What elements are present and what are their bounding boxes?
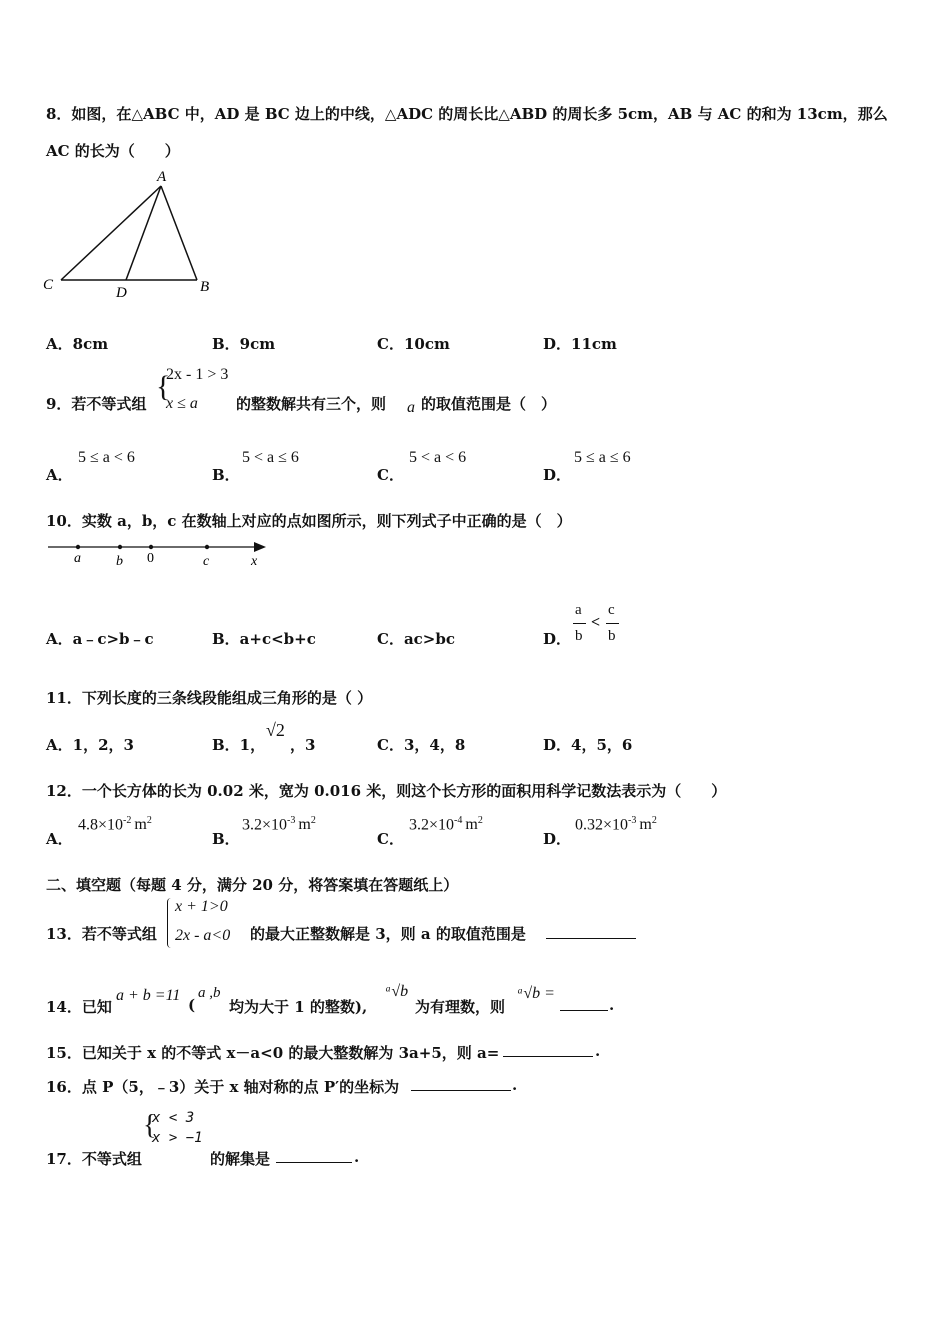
q9-system-line1: 2x - 1 > 3	[166, 366, 229, 383]
q15-text: 15．已知关于 x 的不等式 x－a<0 的最大整数解为 3a+5，则 a=	[46, 1044, 500, 1062]
q14-suffix: .	[609, 996, 615, 1014]
q10-option-d: D．	[543, 630, 572, 648]
q12-c-unit: m	[465, 816, 478, 834]
q9-option-a-expr: 5 ≤ a < 6	[78, 449, 135, 466]
label-a: A	[157, 169, 167, 185]
numberline-label-a: a	[74, 551, 81, 566]
q8-option-b: B．9cm	[212, 335, 276, 353]
q8-triangle-figure	[40, 165, 220, 300]
q15-suffix: .	[595, 1042, 601, 1060]
q15-answer-blank[interactable]	[503, 1042, 593, 1057]
fraction-den2: b	[608, 628, 616, 644]
fraction-bar2	[606, 623, 619, 624]
q12-d-mantissa: 0.32×10	[575, 816, 629, 834]
q8-option-a: A．8cm	[46, 335, 109, 353]
q14-radical2: ᵃ√b =	[517, 985, 555, 1002]
q8-stem-line2: AC 的长为（ ）	[46, 142, 180, 160]
numberline-label-x: x	[251, 554, 258, 569]
q12-c-unit-exp: 2	[477, 815, 483, 826]
q17-brace: {	[143, 1110, 157, 1141]
q12-option-c-letter: C．	[377, 830, 404, 848]
q9-suffix: 的取值范围是（ ）	[421, 395, 557, 413]
label-d: D	[116, 285, 127, 300]
q17-answer-blank[interactable]	[276, 1148, 352, 1163]
q10-option-b: B．a+c<b+c	[212, 630, 316, 648]
q12-b-mantissa: 3.2×10	[242, 816, 288, 834]
q11-option-b-sqrt2: √2	[266, 720, 285, 740]
fraction-num1: a	[575, 602, 582, 618]
q14-middle: 均为大于 1 的整数),	[229, 998, 368, 1016]
numberline-label-zero: 0	[147, 551, 154, 566]
q11-option-d: D．4，5，6	[543, 736, 633, 754]
q12-a-unit: m	[134, 816, 147, 834]
q17-system-line2: x > −1	[152, 1130, 203, 1146]
q9-system-line2: x ≤ a	[166, 395, 198, 412]
q16-answer-blank[interactable]	[411, 1076, 511, 1091]
q17-prefix: 17．不等式组	[46, 1150, 142, 1168]
q12-b-unit-exp: 2	[310, 815, 316, 826]
q17-system-line1: x < 3	[152, 1110, 195, 1126]
q10-stem: 10．实数 a，b，c 在数轴上对应的点如图所示，则下列式子中正确的是（ ）	[46, 512, 572, 530]
q13-suffix: 的最大正整数解是 3，则 a 的取值范围是	[250, 925, 526, 943]
q13-brace	[167, 898, 171, 948]
q10-option-a: A．a﹣c>b﹣c	[46, 630, 154, 648]
q12-a-exponent: -2	[123, 815, 132, 826]
q9-option-b-letter: B．	[212, 466, 240, 484]
q14-middle2: 为有理数，则	[415, 998, 506, 1016]
q10-number-line	[44, 538, 274, 570]
q12-c-exponent: -4	[454, 815, 463, 826]
q14-vars: a ,b	[198, 985, 221, 1001]
q13-system-line1: x + 1>0	[175, 898, 228, 915]
q11-option-c: C．3，4，8	[377, 736, 466, 754]
q12-option-d-letter: D．	[543, 830, 572, 848]
q13-system-line2: 2x - a<0	[175, 927, 231, 944]
fraction-bar1	[573, 623, 586, 624]
q12-d-unit: m	[639, 816, 652, 834]
fraction-den1: b	[575, 628, 583, 644]
q12-d-exponent: -3	[628, 815, 637, 826]
q9-option-c-expr: 5 < a < 6	[409, 449, 467, 466]
label-c: C	[43, 277, 54, 293]
q12-option-b-expr	[242, 815, 316, 834]
q12-option-b-letter: B．	[212, 830, 240, 848]
q11-option-b: B．1，	[212, 736, 266, 754]
q9-option-c-letter: C．	[377, 466, 404, 484]
q16-suffix: .	[512, 1076, 518, 1094]
q12-d-unit-exp: 2	[651, 815, 657, 826]
q14-answer-blank[interactable]	[560, 996, 608, 1011]
q17-suffix: 的解集是	[210, 1150, 271, 1168]
label-b: B	[200, 279, 210, 295]
q10-option-d-fraction	[572, 602, 622, 652]
numberline-label-c: c	[203, 554, 210, 569]
fraction-num2: c	[608, 602, 615, 618]
q14-paren: (	[188, 996, 196, 1014]
q9-option-d-expr: 5 ≤ a ≤ 6	[574, 449, 631, 466]
q9-brace: {	[156, 370, 171, 403]
q12-b-unit: m	[298, 816, 311, 834]
numberline-label-b: b	[116, 554, 123, 569]
q12-a-mantissa: 4.8×10	[78, 816, 124, 834]
q12-option-a-expr	[78, 815, 152, 834]
q8-stem-line1: 8．如图，在△ABC 中，AD 是 BC 边上的中线，△ADC 的周长比△ABD 的周长多 5cm，AB 与 AC 的和为 13cm，那么	[46, 105, 888, 123]
q16-text: 16．点 P（5，﹣3）关于 x 轴对称的点 P′的坐标为	[46, 1078, 400, 1096]
q14-expression: a + b =11	[116, 987, 181, 1004]
q17-end: .	[354, 1148, 360, 1166]
q9-option-a-letter: A．	[46, 466, 73, 484]
q11-stem: 11．下列长度的三条线段能组成三角形的是（ ）	[46, 689, 373, 707]
q12-option-a-letter: A．	[46, 830, 73, 848]
q9-option-d-letter: D．	[543, 466, 572, 484]
fraction-relation: <	[591, 614, 601, 631]
q14-radical: ᵃ√b	[385, 983, 409, 1000]
section-2-heading: 二、填空题（每题 4 分，满分 20 分，将答案填在答题纸上）	[46, 876, 459, 894]
q13-prefix: 13．若不等式组	[46, 925, 157, 943]
q13-answer-blank[interactable]	[546, 924, 636, 939]
q12-option-c-expr	[409, 815, 483, 834]
q12-a-unit-exp: 2	[146, 815, 152, 826]
q9-option-b-expr: 5 < a ≤ 6	[242, 449, 299, 466]
q9-var-a: a	[407, 399, 415, 416]
q11-option-a: A．1，2，3	[46, 736, 134, 754]
q9-middle: 的整数解共有三个，则	[236, 395, 387, 413]
q11-option-b-tail: ，3	[290, 736, 316, 754]
q12-b-exponent: -3	[287, 815, 296, 826]
q12-stem: 12．一个长方体的长为 0.02 米，宽为 0.016 米，则这个长方形的面积用科学记数法表示为（ ）	[46, 782, 727, 800]
q8-option-c: C．10cm	[377, 335, 450, 353]
q10-option-c: C．ac>bc	[377, 630, 455, 648]
q8-option-d: D．11cm	[543, 335, 617, 353]
q12-option-d-expr	[575, 815, 657, 834]
q9-prefix: 9．若不等式组	[46, 395, 147, 413]
q12-c-mantissa: 3.2×10	[409, 816, 455, 834]
q14-prefix: 14．已知	[46, 998, 112, 1016]
